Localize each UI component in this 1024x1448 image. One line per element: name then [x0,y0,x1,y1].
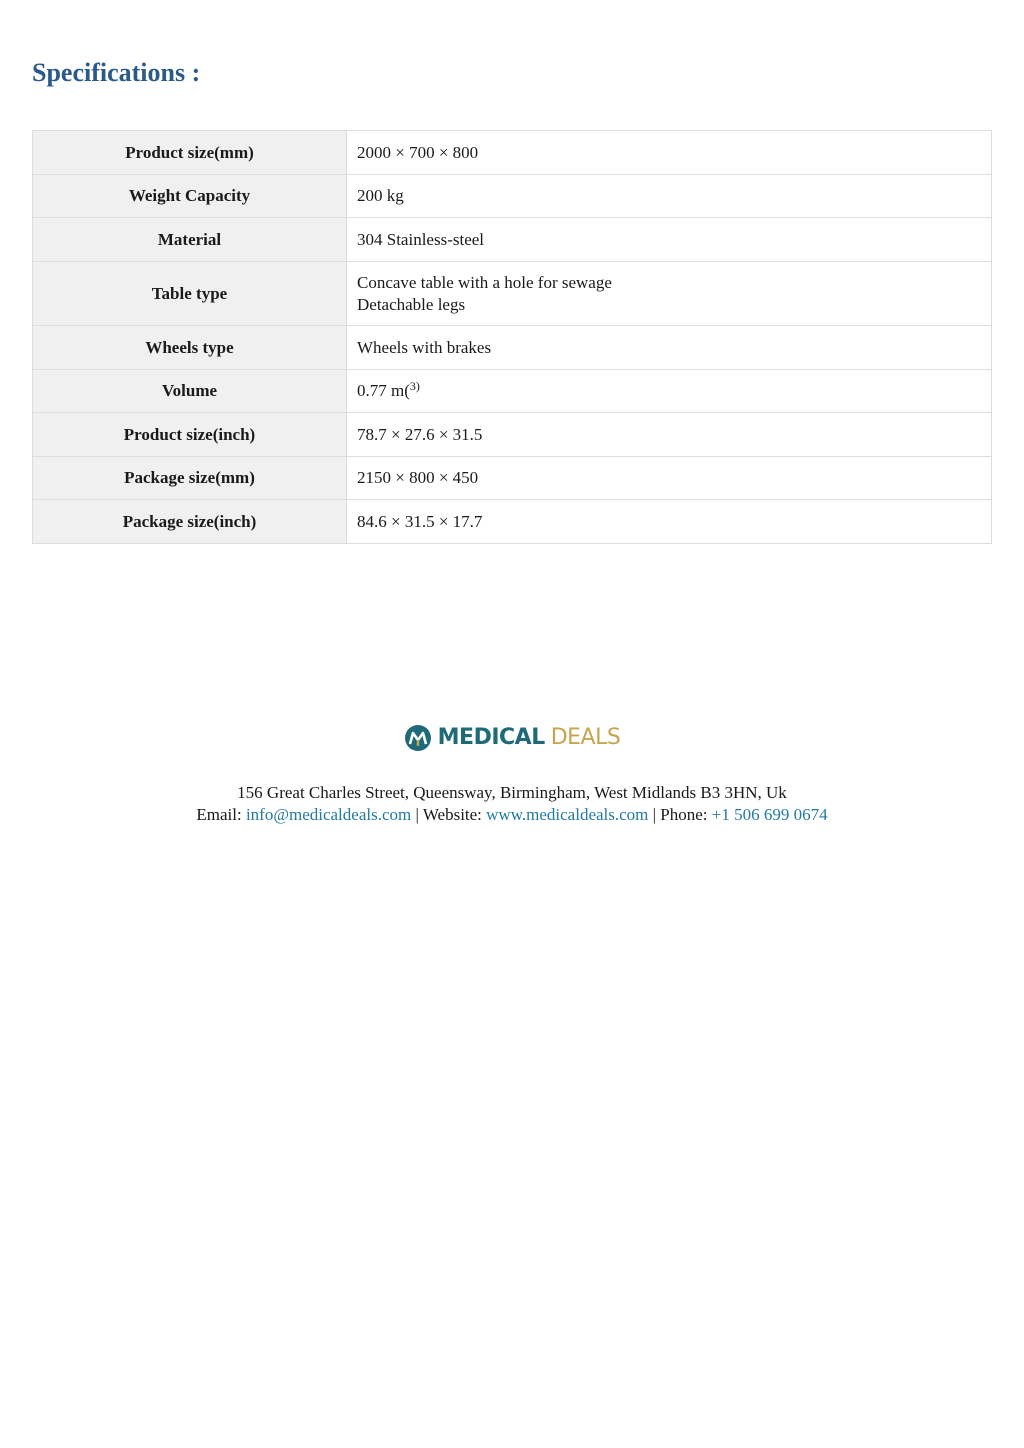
spec-label: Material [33,218,347,262]
medical-deals-logo-icon [404,724,432,752]
spec-label: Package size(mm) [33,457,347,500]
footer-contact [0,804,1024,826]
logo-word-deals: DEALS [550,725,621,750]
spec-label: Product size(inch) [33,413,347,457]
spec-label: Table type [33,262,347,326]
spec-label: Weight Capacity [33,175,347,218]
spec-value: 2150 × 800 × 450 [347,457,992,500]
volume-value: 0.77 m( [357,381,410,400]
separator: | [648,805,661,824]
table-row [33,175,992,218]
table-row [33,131,992,175]
spec-value-line: Concave table with a hole for sewage [357,272,612,292]
spec-label: Wheels type [33,326,347,370]
website-link[interactable]: www.medicaldeals.com [486,805,649,824]
spec-label: Package size(inch) [33,500,347,544]
table-row [33,218,992,262]
page-title: Specifications : [32,58,201,87]
spec-value: 84.6 × 31.5 × 17.7 [347,500,992,544]
spec-value: 200 kg [347,175,992,218]
table-row [33,500,992,544]
spec-value: 304 Stainless-steel [347,218,992,262]
company-logo [0,720,1024,756]
phone-link[interactable]: +1 506 699 0674 [711,805,828,824]
spec-value-line: Detachable legs [357,294,466,314]
footer-address: 156 Great Charles Street, Queensway, Birmingham, West Midlands B3 3HN, Uk [237,783,787,802]
phone-label: Phone: [660,805,712,824]
spec-value: 2000 × 700 × 800 [347,131,992,175]
website-label: Website: [422,805,487,824]
spec-value: Wheels with brakes [347,326,992,370]
table-row [33,413,992,457]
separator: | [411,805,423,824]
email-label: Email: [196,805,246,824]
logo-word-medical: MEDICAL [437,725,545,750]
spec-value: 78.7 × 27.6 × 31.5 [347,413,992,457]
email-link[interactable]: info@medicaldeals.com [245,805,412,824]
table-row [33,326,992,370]
table-row [33,262,992,326]
volume-superscript: 3) [409,379,420,393]
spec-value [347,262,992,326]
spec-value [347,370,992,413]
table-row [33,370,992,413]
spec-label: Product size(mm) [33,131,347,175]
table-row [33,457,992,500]
spec-label: Volume [33,370,347,413]
specifications-table [32,130,992,544]
